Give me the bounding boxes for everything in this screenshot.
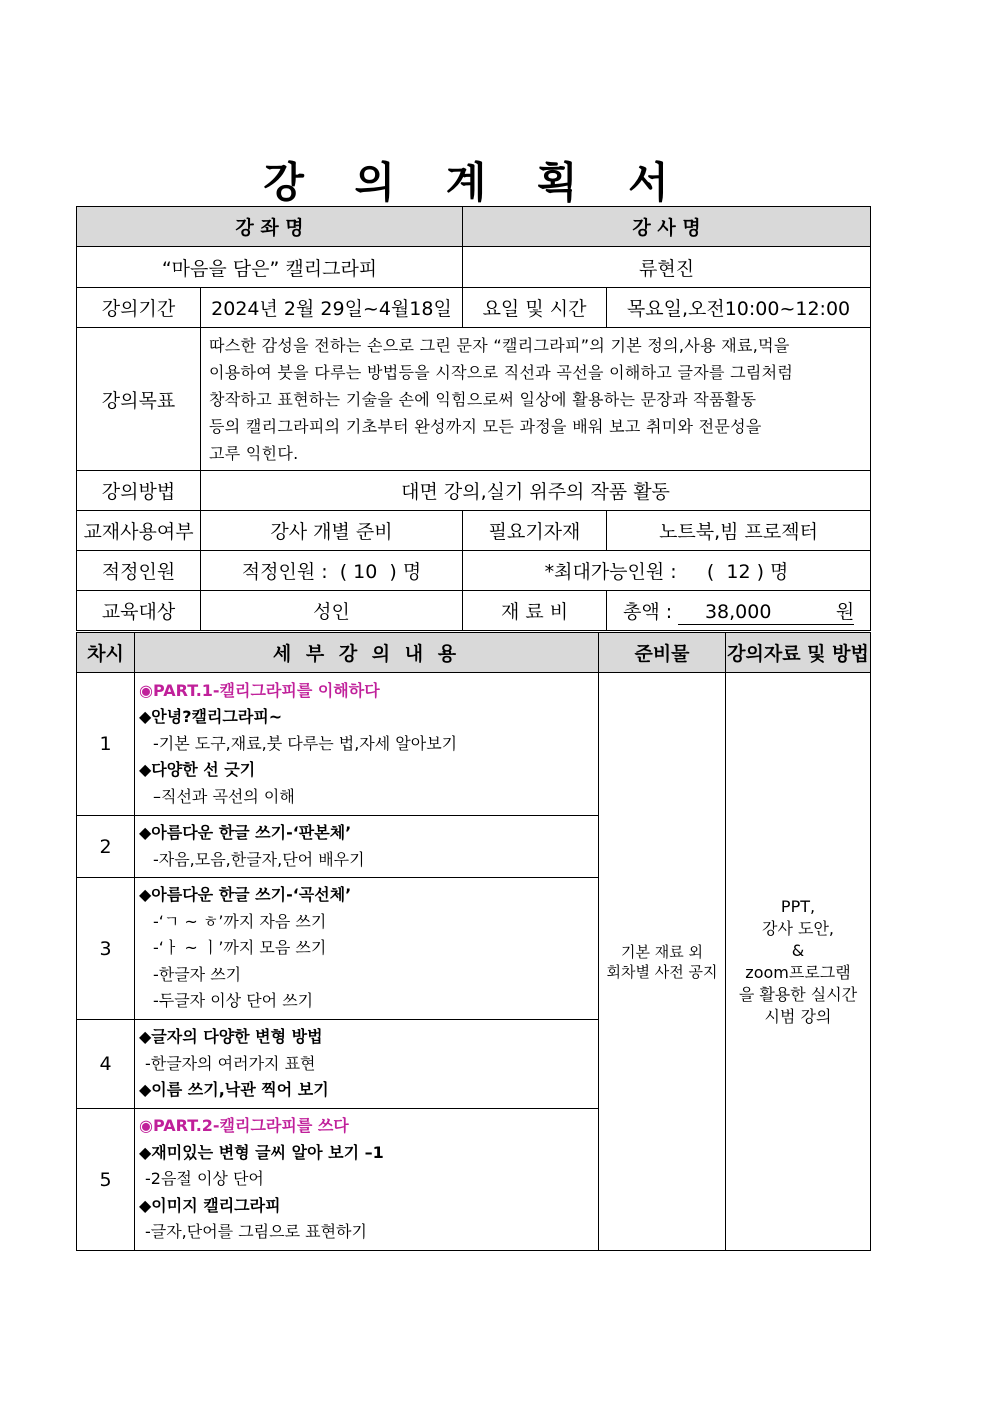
target-label: 교육대상 (77, 591, 201, 631)
equipment-value: 노트북,빔 프로젝터 (607, 511, 871, 551)
session-line: ◆재미있는 변형 글씨 알아 보기 –1 (139, 1142, 384, 1162)
session-line: ◆이름 쓰기,낙관 찍어 보기 (139, 1080, 329, 1100)
objective-line: 등의 캘리그라피의 기초부터 완성까지 모든 과정을 배워 보고 취미와 전문성을 (209, 416, 762, 436)
session-line: -‘ㄱ ~ ㅎ’까지 자음 쓰기 (153, 911, 327, 931)
session-line: -글자,단어를 그림으로 표현하기 (145, 1222, 367, 1242)
session-line: ◉PART.2-캘리그라피를 쓰다 (139, 1116, 349, 1136)
target-value: 성인 (201, 591, 463, 631)
session-line: ◆아름다운 한글 쓰기-‘판본체’ (139, 823, 352, 842)
session-line: -자음,모음,한글자,단어 배우기 (153, 849, 365, 869)
objective-label: 강의목표 (77, 328, 201, 471)
max-capacity-value: *최대가능인원 : ( 12 ) 명 (463, 551, 871, 591)
instructor-name-value: 류현진 (463, 247, 871, 288)
session-line: -두글자 이상 단어 쓰기 (153, 991, 314, 1011)
textbook-label: 교재사용여부 (77, 511, 201, 551)
objective-line: 고루 익힌다. (209, 443, 299, 463)
fee-amount-field (678, 597, 854, 625)
prep-line: 기본 재료 외 (621, 942, 703, 961)
objective-line: 이용하여 붓을 다루는 방법등을 시작으로 직선과 곡선을 이해하고 글자를 그림처럼 (209, 362, 794, 382)
time-label: 요일 및 시간 (463, 288, 607, 328)
material-line: PPT, (780, 896, 816, 916)
equipment-label: 필요기자재 (463, 511, 607, 551)
session-content (135, 816, 599, 878)
material-line: zoom프로그램 (745, 962, 851, 982)
session-content (135, 1109, 599, 1251)
course-name-header: 강 좌 명 (77, 207, 463, 247)
method-label: 강의방법 (77, 471, 201, 511)
material-line: 시범 강의 (764, 1006, 832, 1026)
prep-line: 회차별 사전 공지 (606, 962, 718, 981)
fee-amount: 38,000 (704, 600, 772, 623)
material-cell (726, 673, 871, 1251)
session-number: 4 (77, 1020, 135, 1109)
session-line: -기본 도구,재료,붓 다루는 법,자세 알아보기 (153, 733, 458, 753)
method-value: 대면 강의,실기 위주의 작품 활동 (201, 471, 871, 511)
material-line: & (791, 940, 805, 960)
fee-unit: 원 (835, 600, 855, 623)
session-number: 3 (77, 878, 135, 1020)
session-content (135, 878, 599, 1020)
objective-line: 창작하고 표현하는 기술을 손에 익힘으로써 일상에 활용하는 문장과 작품활동 (209, 389, 757, 409)
objective-line: 따스한 감성을 전하는 손으로 그린 문자 “캘리그라피”의 기본 정의,사용 재료,먹을 (209, 335, 790, 355)
session-header: 차시 (77, 633, 135, 673)
lecture-plan-table (76, 632, 871, 1251)
session-line: ◆글자의 다양한 변형 방법 (139, 1027, 323, 1047)
session-line: ◆아름다운 한글 쓰기-‘곡선체’ (139, 885, 352, 905)
session-number: 2 (77, 816, 135, 878)
material-header: 강의자료 및 방법 (726, 633, 871, 673)
content-header: 세 부 강 의 내 용 (135, 633, 599, 673)
textbook-value: 강사 개별 준비 (201, 511, 463, 551)
fee-label: 재 료 비 (463, 591, 607, 631)
session-line: ◆이미지 캘리그라피 (139, 1195, 281, 1215)
course-info-table (76, 206, 871, 631)
period-label: 강의기간 (77, 288, 201, 328)
fee-value (607, 591, 871, 631)
session-line: ◉PART.1-캘리그라피를 이해하다 (139, 680, 380, 700)
fee-total-label: 총액 : (623, 600, 673, 623)
session-line: ◆안녕?캘리그라피~ (139, 707, 283, 727)
material-line: 을 활용한 실시간 (738, 984, 858, 1004)
instructor-name-header: 강 사 명 (463, 207, 871, 247)
session-line: –직선과 곡선의 이해 (153, 786, 295, 806)
session-line: ◆다양한 선 긋기 (139, 760, 256, 780)
period-value: 2024년 2월 29일~4월18일 (201, 288, 463, 328)
session-number: 5 (77, 1109, 135, 1251)
prep-cell (599, 673, 726, 1251)
session-number: 1 (77, 673, 135, 816)
prep-header: 준비물 (599, 633, 726, 673)
session-line: -한글자의 여러가지 표현 (145, 1053, 316, 1073)
session-content (135, 1020, 599, 1109)
session-line: -한글자 쓰기 (153, 964, 242, 984)
session-content (135, 673, 599, 816)
session-line: -2음절 이상 단어 (145, 1169, 264, 1189)
capacity-value: 적정인원 : ( 10 ) 명 (201, 551, 463, 591)
objective-text (201, 328, 871, 471)
course-name-value: “마음을 담은” 캘리그라피 (77, 247, 463, 288)
document-title: 강 의 계 획 서 (263, 158, 687, 207)
session-line: -‘ㅏ ~ ㅣ’까지 모음 쓰기 (153, 938, 327, 958)
material-line: 강사 도안, (762, 918, 834, 938)
time-value: 목요일,오전10:00~12:00 (607, 288, 871, 328)
capacity-label: 적정인원 (77, 551, 201, 591)
